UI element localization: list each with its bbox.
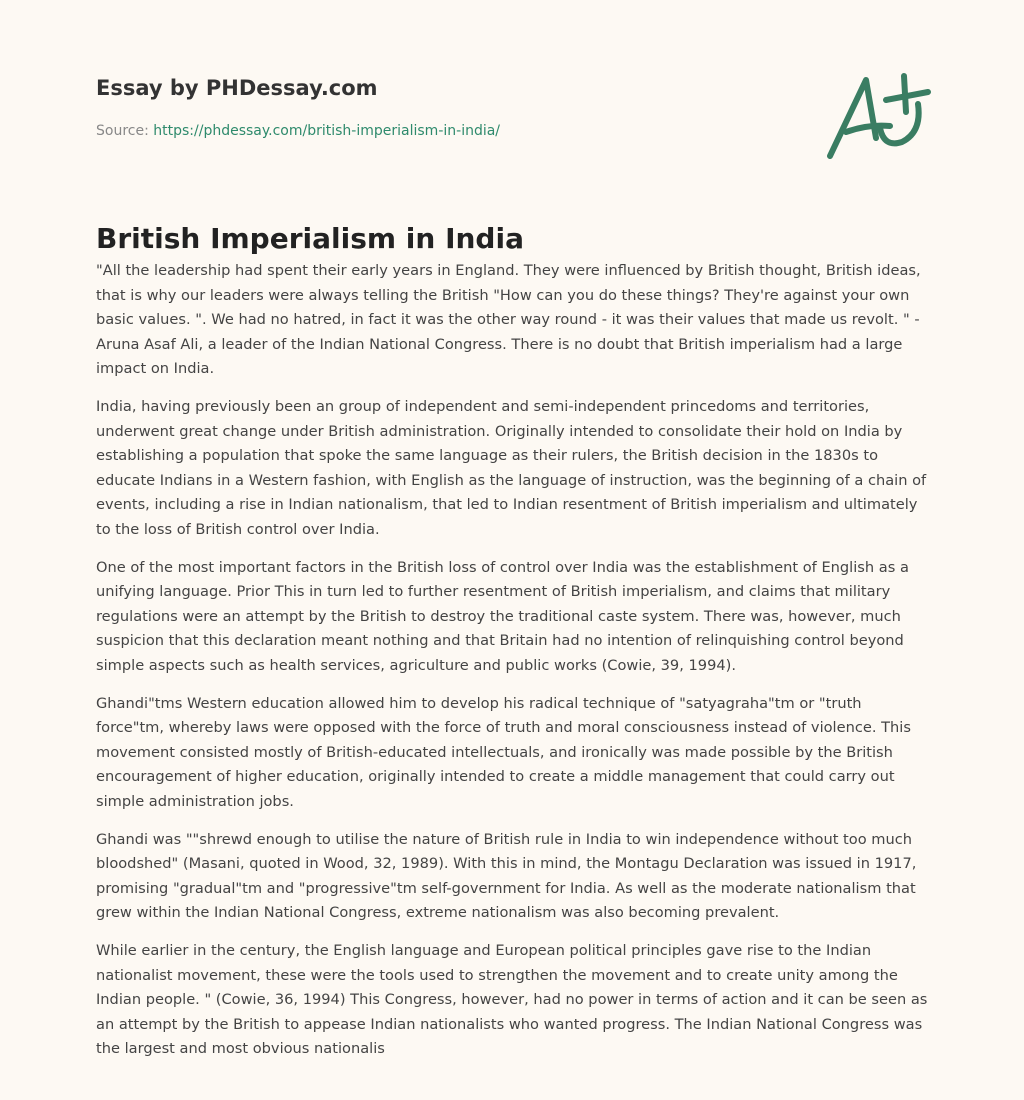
a-plus-logo-icon (818, 66, 938, 166)
paragraph: While earlier in the century, the English language and European political principles gave rise to the Indian nationalist movement, these were the tools used to strengthen the movement and to create unity among the Indian people. " (Cowie, 36, 1994) This Congress, however, had no power in terms of action and it can be seen as an attempt by the British to appease Indian nationalists who wanted progress. The Indian National Congress was the largest and most obvious nationalis (96, 942, 928, 1057)
paragraph: India, having previously been an group of independent and semi-independent princedoms and territories, underwent great change under British administration. Originally intended to consolidate their hold on India by establishing a population that spoke the same language as their rulers, the British decision in the 1830s to educate Indians in a Western fashion, with English as the language of instruction, was the beginning of a chain of events, including a rise in Indian nationalism, that led to Indian resentment of British imperialism and ultimately to the loss of British control over India. (96, 398, 927, 538)
paragraph: "All the leadership had spent their early years in England. They were influenced by British thought, British ideas, that is why our leaders were always telling the British "How can you do these things? They're against your own basic values. ". We had no hatred, in fact it was the other way round - it was their values that made us revolt. " - Aruna Asaf Ali, a leader of the Indian National Congress. There is no doubt that British imperialism had a large impact on India. (96, 262, 921, 377)
paragraph: One of the most important factors in the British loss of control over India was the establishment of English as a unifying language. Prior This in turn led to further resentment of British imperialism, and claims that military regulations were an attempt by the British to destroy the traditional caste system. There was, however, much suspicion that this declaration meant nothing and that Britain had no intention of relinquishing control beyond simple aspects such as health services, agriculture and public works (Cowie, 39, 1994). (96, 558, 909, 674)
essay-body (96, 259, 932, 1075)
source-link[interactable]: https://phdessay.com/british-imperialism-in-india/ (153, 123, 501, 139)
paragraph: Ghandi was ""shrewd enough to utilise the nature of British rule in India to win independence without too much bloodshed" (Masani, quoted in Wood, 32, 1989). With this in mind, the Montagu Declaration was issued in 1917, promising "gradual"tm and "progressive"tm self-government for India. As well as the moderate nationalism that grew within the Indian National Congress, extreme nationalism was also becoming prevalent. (96, 830, 917, 921)
site-title: Essay by PHDessay.com (96, 76, 378, 100)
paragraph: Ghandi"tms Western education allowed him to develop his radical technique of "satyagraha"tm or "truth force"tm, whereby laws were opposed with the force of truth and moral consciousness instead of violence. This movement consisted mostly of British-educated intellectuals, and ironically was made possible by the British encouragement of higher education, originally intended to create a middle management that could carry out simple administration jobs. (96, 694, 911, 810)
page-header (0, 0, 1024, 200)
essay-title: British Imperialism in India (96, 222, 524, 255)
source-line (96, 123, 500, 139)
source-label: Source: (96, 123, 149, 139)
